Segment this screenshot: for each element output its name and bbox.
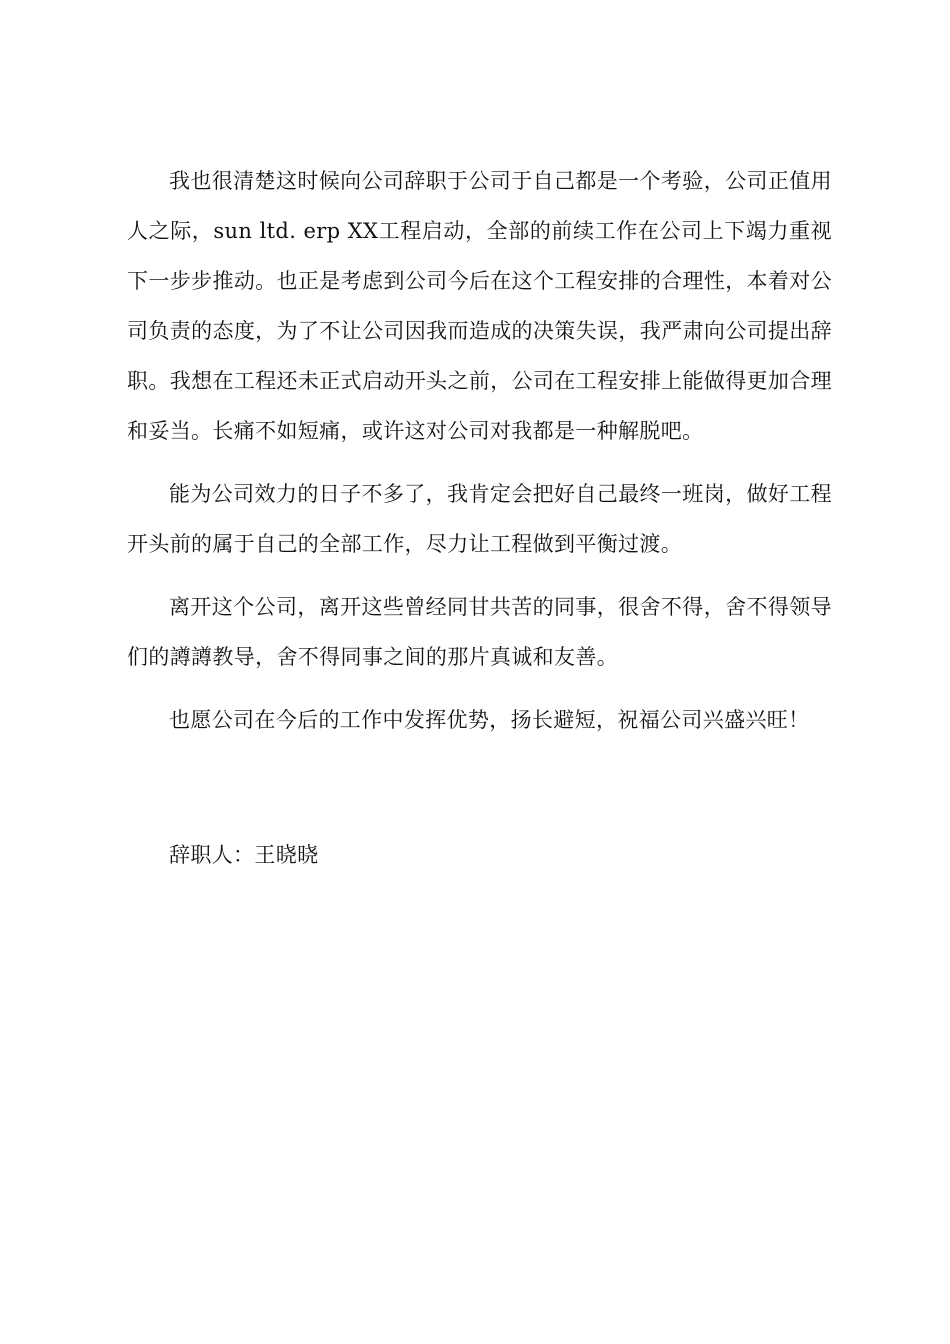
- paragraph-2: 能为公司效力的日子不多了，我肯定会把好自己最终一班岗，做好工程开头前的属于自己的全部工作，尽力让工程做到平衡过渡。: [127, 482, 832, 556]
- letter-body: [127, 156, 832, 758]
- paragraph-4: 也愿公司在今后的工作中发挥优势，扬长避短，祝福公司兴盛兴旺！: [169, 708, 810, 732]
- paragraph-3: 离开这个公司，离开这些曾经同甘共苦的同事，很舍不得，舍不得领导们的譐譐教导，舍不得同事之间的那片真诚和友善。: [127, 595, 832, 669]
- signature-line: 辞职人：王晓晓: [169, 843, 319, 867]
- paragraph-1: 我也很清楚这时候向公司辞职于公司于自己都是一个考验，公司正值用人之际，sun ltd. erp XX工程启动，全部的前续工作在公司上下竭力重视下一步步推动。也正是考虑到公司今后在这个工程安排的合理性，本着对公司负责的态度，为了不让公司因我而造成的决策失误，我严肃向公司提出辞职。我想在工程还未正式启动开头之前，公司在工程安排上能做得更加合理和妥当。长痛不如短痛，或许这对公司对我都是一种解脱吧。: [127, 169, 832, 443]
